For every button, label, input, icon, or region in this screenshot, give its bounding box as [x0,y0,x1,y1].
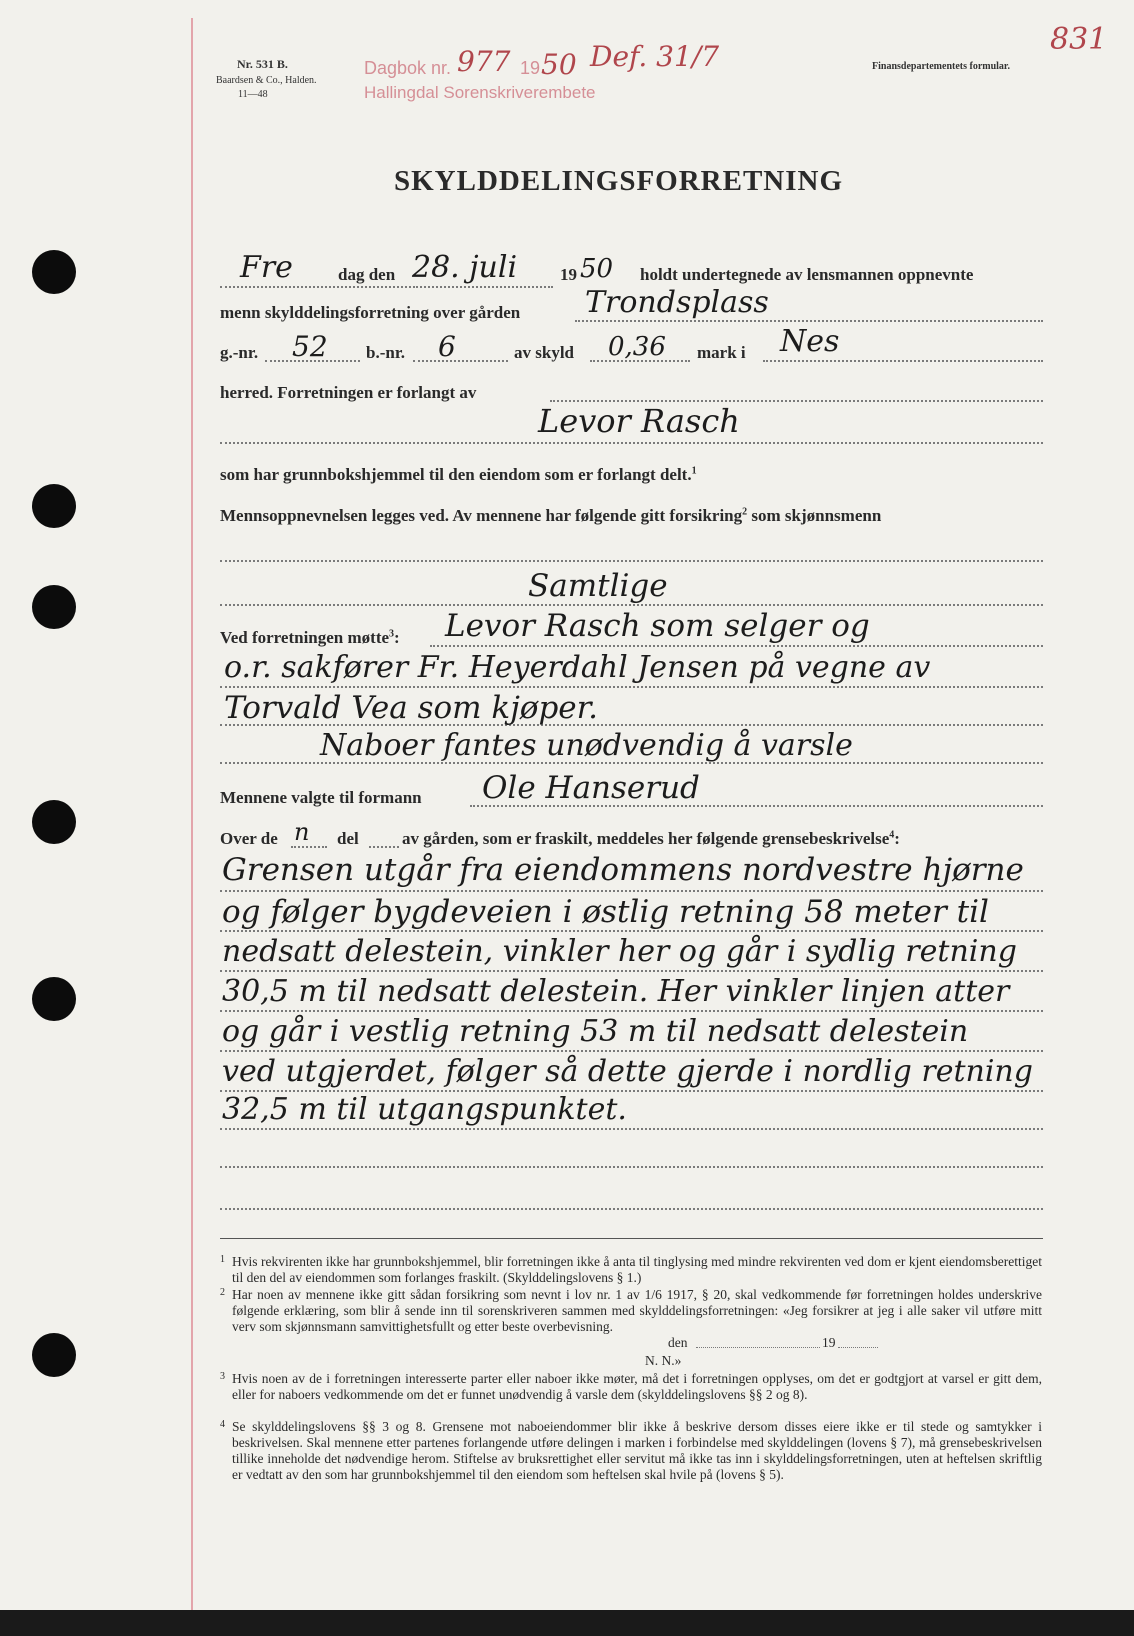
footnote-ref: 1 [691,465,697,477]
footnote-divider [220,1238,1043,1239]
line2-text: menn skylddelingsforretning over gården [220,303,521,322]
dotted-rule [220,286,415,288]
gnr-hand: 52 [292,330,328,363]
punch-hole [32,585,76,629]
requester-hand: Levor Rasch [538,402,740,440]
punch-hole [32,800,76,844]
dagbok-number: 977 [457,45,511,78]
footnote-number: 3 [220,1371,225,1382]
stamp-office: Hallingdal Sorenskriverembete [364,83,596,102]
attendee-line: Levor Rasch som selger og [445,608,870,644]
line9-rest-wrap [402,829,900,849]
line8-label: Mennene valgte til formann [220,788,422,807]
footnote-den: den [668,1335,688,1350]
print-code: 11—48 [238,89,268,100]
dotted-rule [220,1208,1043,1210]
publisher: Baardsen & Co., Halden. [216,75,317,86]
dotted-rule [220,686,1043,688]
dotted-rule [430,645,1043,647]
footnote-ref: 3 [389,628,395,640]
bnr-hand: 6 [438,330,456,363]
line9-colon: : [894,829,900,848]
line5 [220,465,697,485]
bnr-label: b.-nr. [366,343,406,362]
page-number: 831 [1050,22,1108,57]
margin-rule [191,18,193,1610]
punch-hole [32,484,76,528]
punch-hole [32,1333,76,1377]
oath-hand: Samtlige [528,568,668,604]
footnote-ref: 2 [742,506,748,518]
dotted-rule [413,360,508,362]
ministry-form: Finansdepartementets formular. [872,61,1010,72]
footnote-text: Se skylddelingslovens §§ 3 og 8. Grensene mot naboeiendommer blir ikke å beskrive dersom disses eiere ikke er til stede og samtykker i beskrivelsen. Skal mennene etter partenes forlangende utføre delingen i marken i forbindelse med skylddelingen (lovens § 7), må grensebeskrivelsen tillike inneholde det nødvendige herom. Stiftelse av bruksrettighet eller servitut må ikke tas inn i skylddelingsforretningen, uten at heftelsen skriftlig er vedtatt av den som har grunnbokshjemmel til den eiendom som heftelsen skal hvile på (lovens § 5). [232,1419,1042,1482]
punch-hole [32,250,76,294]
year-hand: 50 [580,254,614,284]
mark-label: mark i [697,343,746,362]
scan-edge [0,1610,1134,1636]
footnote-number: 2 [220,1287,225,1298]
dotted-rule [838,1347,878,1348]
municipality-hand: Nes [780,324,840,359]
dotted-rule [220,1010,1043,1012]
attendee-line: Torvald Vea som kjøper. [224,690,598,726]
line1-text: holdt undertegnede av lensmannen oppnevnte [640,265,974,284]
footnote-number: 4 [220,1419,225,1430]
line7 [220,628,400,648]
footnote-text: Har noen av mennene ikke gitt sådan forsikring som nevnt i lov nr. 1 av 1/6 1917, § 20, skal vedkommende før forretningen holdes underskrive følgende erklæring, som blir å sende inn til sorenskriveren sammen med skylddelingsforretningen: «Jeg forsikrer at jeg i alle saker vil utføre mitt verv som skjønnsmann samvittighetsfullt og etter beste overbevisning. [232,1287,1042,1334]
dotted-rule [369,846,399,848]
farm-name-hand: Trondsplass [585,285,769,320]
stamp-dagbok: Dagbok nr. [364,58,452,78]
document-title: SKYLDDELINGSFORRETNING [394,165,844,197]
line7-colon: : [394,628,400,647]
punch-hole [32,977,76,1021]
line9-rest: av gården, som er fraskilt, meddeles her følgende grensebeskrivelse [402,829,890,848]
footnote-number: 1 [220,1254,225,1265]
line4-text: herred. Forretningen er forlangt av [220,383,477,402]
dotted-rule [220,970,1043,972]
gnr-label: g.-nr. [220,343,259,362]
attendee-line: o.r. sakfører Fr. Heyerdahl Jensen på vegne av [224,650,931,685]
line6-text-b: som skjønnsmenn [751,506,882,525]
form-number: Nr. 531 B. [237,57,288,71]
line6-text-a: Mennsoppnevnelsen legges ved. Av mennene har følgende gitt forsikring [220,506,743,525]
dotted-rule [220,560,1043,562]
footnote-year: 19 [822,1335,836,1350]
boundary-line: 30,5 m til nedsatt delestein. Her vinkler linjen atter [222,974,1010,1009]
chairman-hand: Ole Hanserud [482,770,700,806]
dagbok-date: Def. 31/7 [590,40,720,73]
boundary-line: nedsatt delestein, vinkler her og går i sydlig retning [222,934,1017,969]
stamp-year-prefix: 19 [520,58,541,78]
footnote-text: Hvis rekvirenten ikke har grunnbokshjemmel, blir forretningen ikke å anta til tinglysing med mindre rekvirenten ved dom er kjent eiendomsberettiget til den del av eiendommen som forlanges fraskilt. (Skylddelingslovens § 1.) [232,1254,1042,1285]
dotted-rule [696,1347,820,1348]
dotted-rule [220,930,1043,932]
dotted-rule [220,1166,1043,1168]
weekday-hand: Fre [240,250,293,285]
footnote-signature: N. N.» [645,1353,682,1368]
line6 [220,506,881,526]
attendee-line: Naboer fantes unødvendig å varsle [320,728,853,763]
line9-del: del [337,829,359,848]
year-prefix: 19 [560,265,577,284]
skyld-label: av skyld [514,343,574,362]
dag-den-label: dag den [338,265,396,284]
dotted-rule [220,1050,1043,1052]
de-suffix-hand: n [294,818,310,846]
line5-text: som har grunnbokshjemmel til den eiendom som er forlangt delt. [220,465,692,484]
dotted-rule [575,320,1043,322]
dotted-rule [220,1128,1043,1130]
date-hand: 28. juli [412,250,518,285]
dotted-rule [220,604,1043,606]
dotted-rule [220,890,1043,892]
dotted-rule [291,846,327,848]
line7-label: Ved forretningen møtte [220,628,390,647]
boundary-line: og følger bygdeveien i østlig retning 58 meter til [222,894,989,930]
skyld-hand: 0,36 [608,332,666,362]
dotted-rule [413,286,553,288]
dotted-rule [220,442,1043,444]
boundary-line: 32,5 m til utgangspunktet. [222,1092,627,1127]
boundary-line: ved utgjerdet, følger så dette gjerde i nordlig retning [222,1054,1033,1089]
footnote-ref: 4 [889,829,895,841]
dagbok-year: 50 [541,48,577,81]
boundary-line: og går i vestlig retning 53 m til nedsatt delestein [222,1014,969,1049]
boundary-line: Grensen utgår fra eiendommens nordvestre hjørne [222,852,1024,888]
line9-over: Over de [220,829,278,848]
footnote-text: Hvis noen av de i forretningen interesserte parter eller naboer ikke møter, må det i forretningen opplyses, om det er godtgjort at varsel er gitt dem, eller for naboers vedkommende om det er funnet unødvendig å varsle dem (skylddelingslovens §§ 2 og 8). [232,1371,1042,1402]
dotted-rule [763,360,1043,362]
